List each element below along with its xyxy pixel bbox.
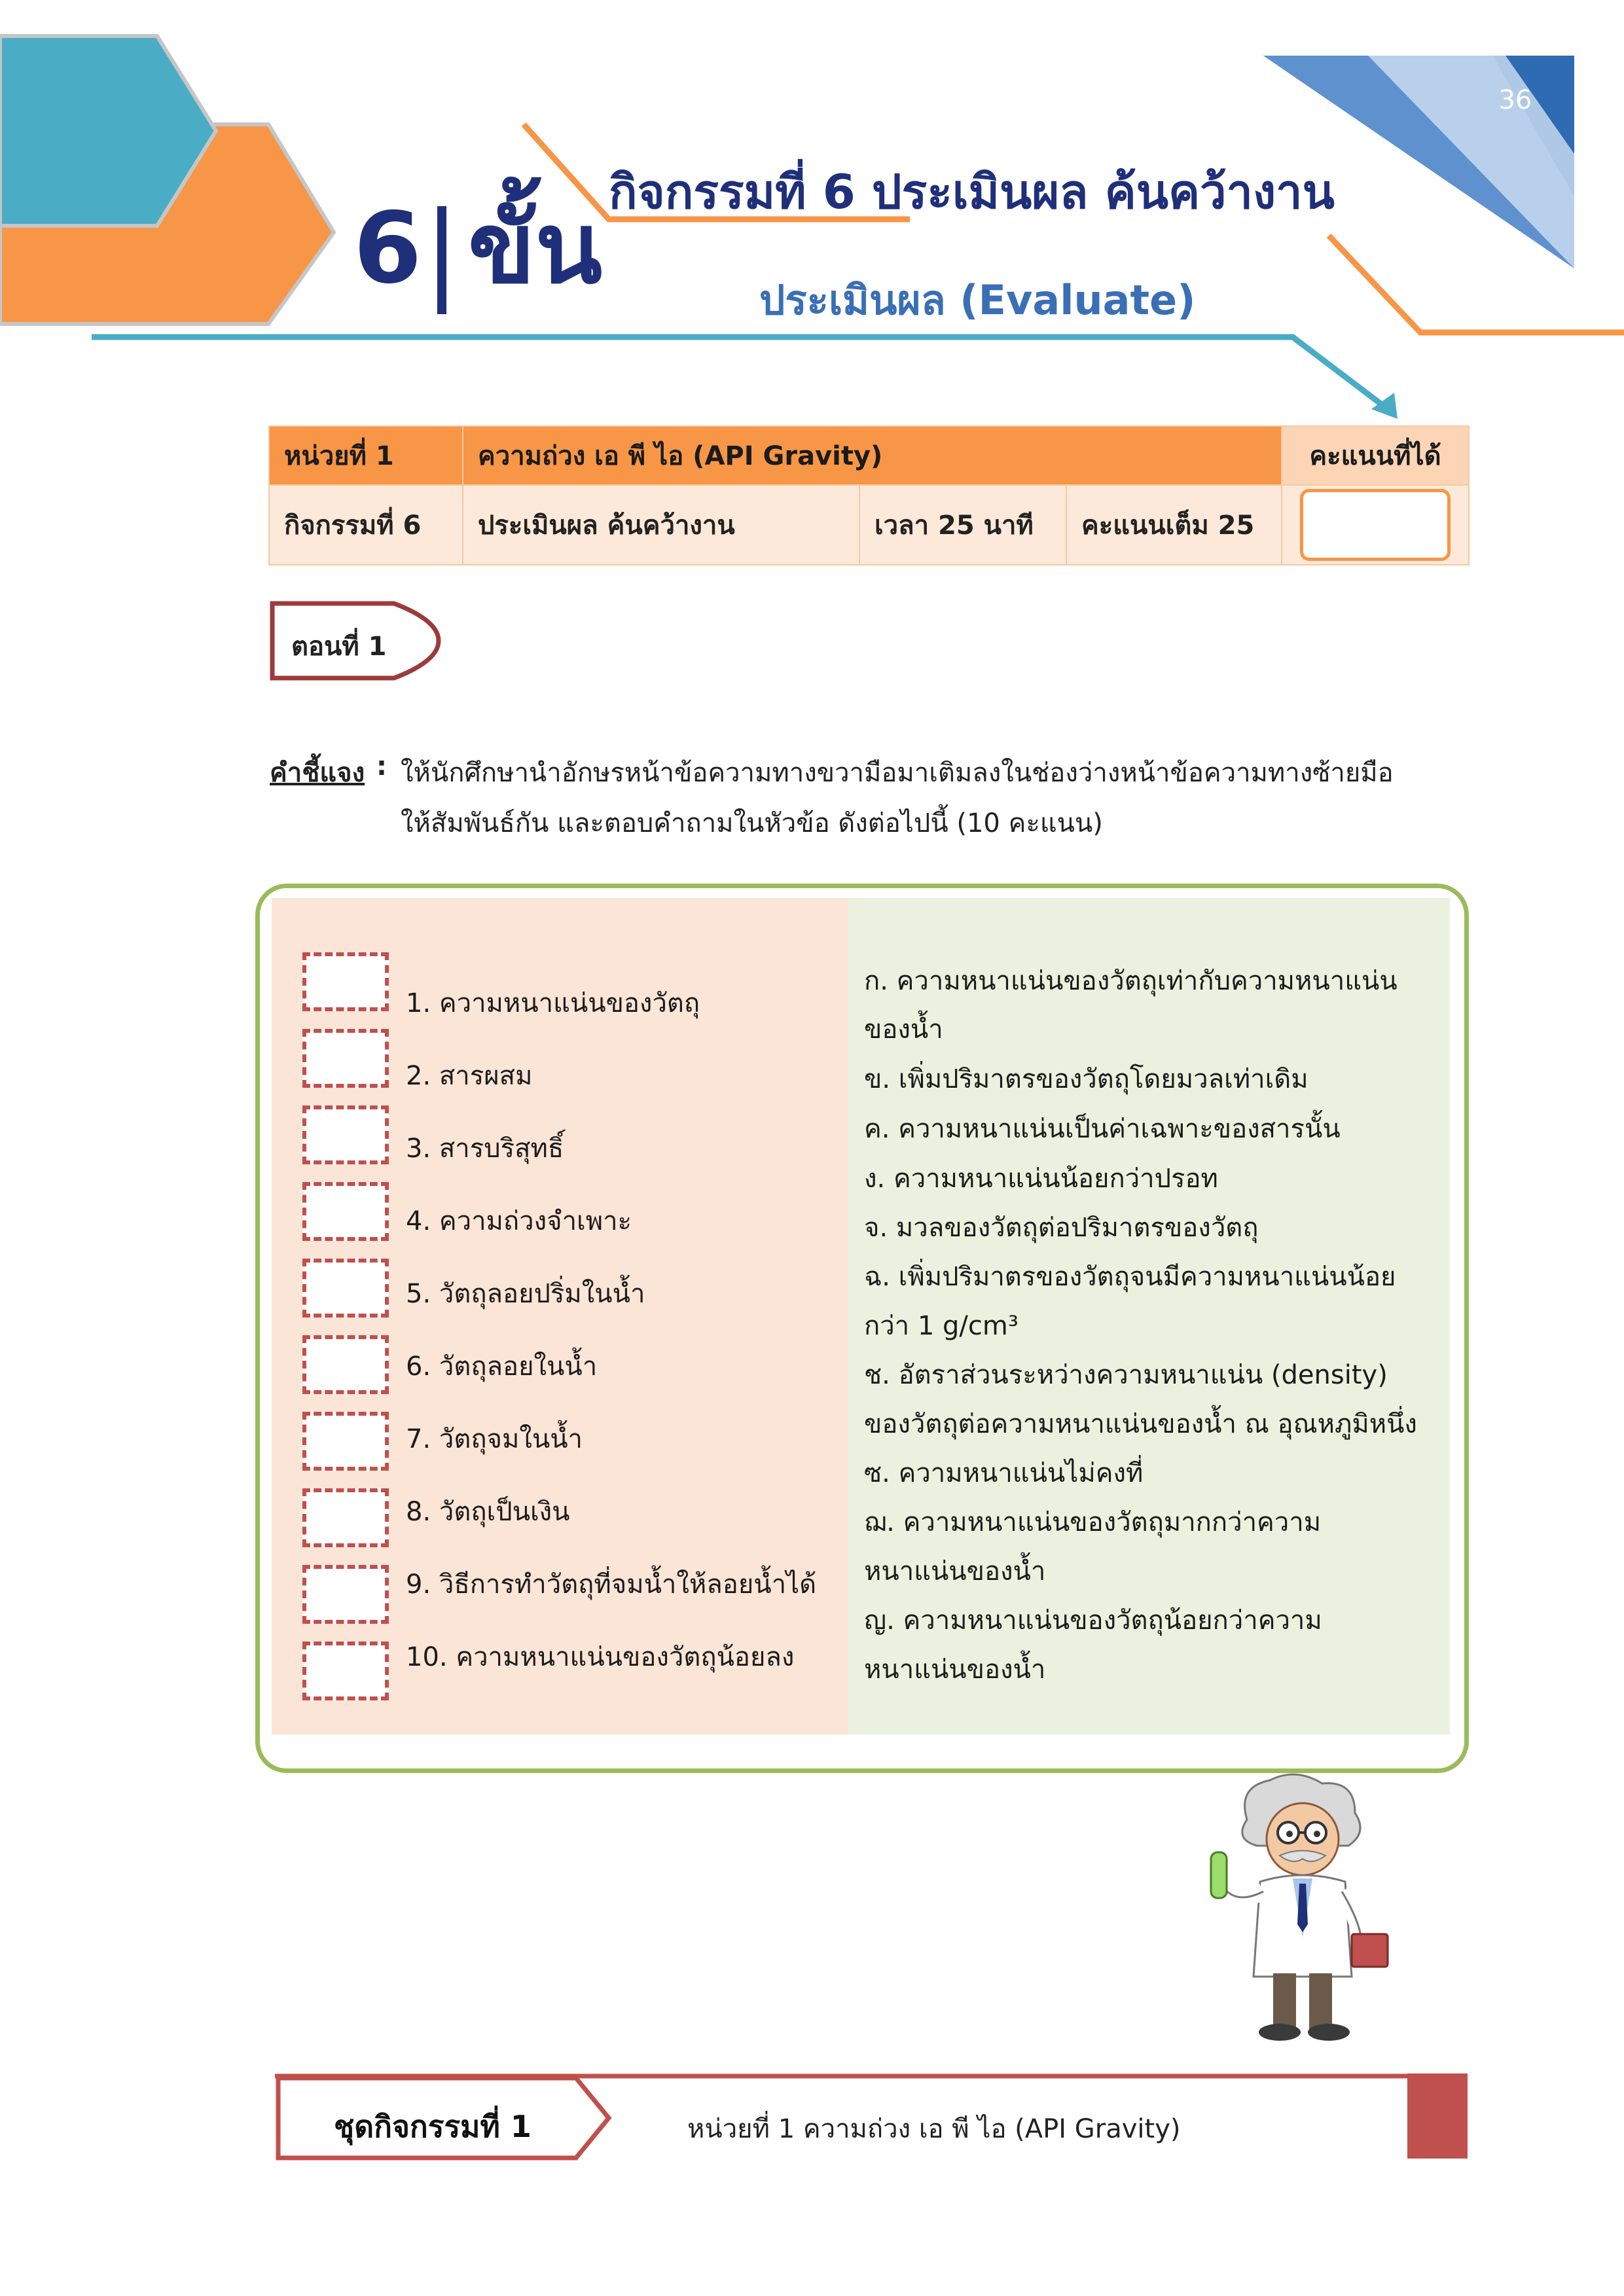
left-item: 1. ความหนาแน่นของวัตถุ xyxy=(406,988,700,1018)
instructions-line-2: ให้สัมพันธ์กัน และตอบคำถามในหัวข้อ ดังต่อไปนี้ (10 คะแนน) xyxy=(401,808,1103,838)
instructions-line-1: ให้นักศึกษานำอักษรหน้าข้อความทางขวามือมาเติมลงในช่องว่างหน้าข้อความทางซ้ายมือ xyxy=(401,758,1394,788)
right-option-line: ของน้ำ xyxy=(864,1014,943,1045)
right-option-line: ค. ความหนาแน่นเป็นค่าเฉพาะของสารนั้น xyxy=(864,1114,1341,1144)
scientist-illustration xyxy=(1198,1767,1407,2055)
footer-red-block xyxy=(1407,2073,1468,2159)
part-label: ตอนที่ 1 xyxy=(291,632,387,662)
answer-box[interactable] xyxy=(302,1182,389,1241)
right-option-line: ก. ความหนาแน่นของวัตถุเท่ากับความหนาแน่น xyxy=(864,966,1398,996)
left-item: 2. สารผสม xyxy=(406,1061,533,1091)
footer-activity-set: ชุดกิจกรรมที่ 1 xyxy=(334,2109,532,2144)
answer-box[interactable] xyxy=(302,1641,389,1700)
page-title: กิจกรรมที่ 6 ประเมินผล ค้นคว้างาน xyxy=(609,164,1335,219)
teal-underline xyxy=(92,337,1388,409)
left-item: 6. วัตถุลอยในน้ำ xyxy=(406,1352,598,1382)
unit-label: หน่วยที่ 1 xyxy=(269,426,463,485)
answer-box[interactable] xyxy=(302,1488,389,1547)
right-option-line: จ. มวลของวัตถุต่อปริมาตรของวัตถุ xyxy=(864,1213,1259,1243)
right-option-line: หนาแน่นของน้ำ xyxy=(864,1556,1046,1587)
right-option-line: ข. เพิ่มปริมาตรของวัตถุโดยมวลเท่าเดิม xyxy=(864,1064,1308,1094)
orange-line-right xyxy=(1329,236,1624,332)
right-option-line: กว่า 1 g/cm³ xyxy=(864,1311,1019,1341)
step-number: 6 xyxy=(353,192,422,306)
score-input-box[interactable] xyxy=(1300,489,1451,561)
answer-box[interactable] xyxy=(302,1565,389,1624)
answer-box[interactable] xyxy=(302,1105,389,1164)
left-item: 8. วัตถุเป็นเงิน xyxy=(406,1497,570,1527)
activity-name: ประเมินผล ค้นคว้างาน xyxy=(463,485,859,565)
left-item: 4. ความถ่วงจำเพาะ xyxy=(406,1206,632,1236)
test-tube-icon xyxy=(1211,1852,1227,1898)
answer-box[interactable] xyxy=(302,1259,389,1318)
left-item: 10. ความหนาแน่นของวัตถุน้อยลง xyxy=(406,1642,795,1672)
activity-info-table xyxy=(268,425,1470,565)
right-option-line: ของวัตถุต่อความหนาแน่นของน้ำ ณ อุณหภูมิหนึ่ง xyxy=(864,1409,1417,1439)
activity-label: กิจกรรมที่ 6 xyxy=(269,485,463,565)
step-word: ขั้น xyxy=(468,192,603,306)
left-item: 5. วัตถุลอยปริ่มในน้ำ xyxy=(406,1279,645,1309)
score-cell xyxy=(1282,485,1469,565)
footer-unit-text: หน่วยที่ 1 ความถ่วง เอ พี ไอ (API Gravity) xyxy=(687,2114,1181,2144)
answer-box[interactable] xyxy=(302,1412,389,1471)
answer-box[interactable] xyxy=(302,1335,389,1394)
right-option-line: ง. ความหนาแน่นน้อยกว่าปรอท xyxy=(864,1164,1218,1194)
page-subtitle: ประเมินผล (Evaluate) xyxy=(759,276,1196,324)
right-option-line: ซ. ความหนาแน่นไม่คงที่ xyxy=(864,1458,1144,1488)
left-item: 9. วิธีการทำวัตถุที่จมน้ำให้ลอยน้ำได้ xyxy=(406,1570,817,1600)
right-option-line: ญ. ความหนาแน่นของวัตถุน้อยกว่าความ xyxy=(864,1605,1322,1636)
left-item: 7. วัตถุจมในน้ำ xyxy=(406,1424,583,1454)
right-option-line: ช. อัตราส่วนระหว่างความหนาแน่น (density) xyxy=(864,1360,1388,1390)
book-icon xyxy=(1352,1934,1388,1967)
right-option-line: หนาแน่นของน้ำ xyxy=(864,1655,1046,1685)
instructions-heading: คำชี้แจง xyxy=(270,758,365,788)
page-number: 36 xyxy=(1498,85,1532,115)
left-item: 3. สารบริสุทธิ์ xyxy=(406,1134,564,1164)
answer-box[interactable] xyxy=(302,952,389,1011)
answer-box[interactable] xyxy=(302,1029,389,1088)
right-option-line: ฉ. เพิ่มปริมาตรของวัตถุจนมีความหนาแน่นน้อย xyxy=(864,1262,1396,1292)
activity-time: เวลา 25 นาที xyxy=(859,485,1066,565)
right-option-line: ฌ. ความหนาแน่นของวัตถุมากกว่าความ xyxy=(864,1507,1322,1537)
instructions-colon: : xyxy=(376,751,387,781)
full-score: คะแนนเต็ม 25 xyxy=(1066,485,1282,565)
step-divider-bar xyxy=(437,206,446,314)
score-header: คะแนนที่ได้ xyxy=(1282,426,1469,485)
unit-name: ความถ่วง เอ พี ไอ (API Gravity) xyxy=(463,426,1282,485)
